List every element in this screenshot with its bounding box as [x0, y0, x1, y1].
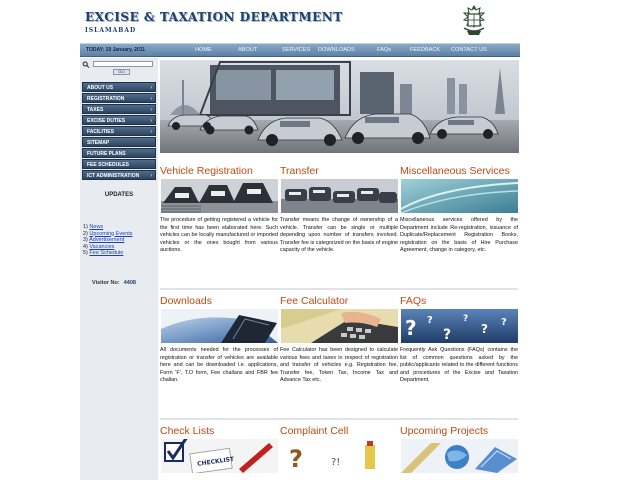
tile-description: Fee Calculator has been designed to calculate various fees and taxes in respect of registration and transfer of vehicles e.g. Registration fee, Transfer fee, Token Tax, Income Tax and Advance Tax etc.: [280, 347, 398, 383]
row-divider: [160, 288, 518, 290]
sidebar-item-ict-administration[interactable]: [82, 170, 156, 180]
chevron-right-icon: ›: [150, 95, 152, 102]
sidebar: [80, 58, 158, 480]
header: [80, 0, 520, 42]
navbar: [80, 43, 520, 57]
visitor-count: 4408: [123, 280, 136, 286]
chevron-right-icon: ›: [150, 128, 152, 135]
update-link-upcoming-events[interactable]: Upcoming Events: [89, 230, 133, 237]
search-button[interactable]: GO: [113, 69, 130, 75]
nav-contact-us[interactable]: CONTACT US: [451, 47, 487, 53]
svg-text:?: ?: [405, 316, 417, 340]
search-icon: [82, 61, 90, 68]
svg-text:?: ?: [443, 327, 452, 343]
chevron-right-icon: ›: [150, 172, 152, 179]
chevron-right-icon: ›: [150, 106, 152, 113]
nav-home[interactable]: HOME: [195, 47, 212, 53]
svg-text:?: ?: [289, 445, 303, 473]
updates-title: UPDATES: [104, 192, 134, 198]
sidebar-item-label: ICT ADMINISTRATION: [87, 172, 140, 179]
sidebar-item-label: SITEMAP: [87, 139, 110, 146]
updates-list: [83, 224, 157, 257]
page: [80, 0, 520, 480]
chevron-right-icon: ›: [150, 85, 152, 91]
nav-about[interactable]: ABOUT: [238, 47, 258, 53]
sidebar-item-registration[interactable]: [82, 93, 156, 103]
update-link-advertisement[interactable]: Advertisement: [89, 237, 125, 243]
sidebar-item-label: FUTURE PLANS: [87, 150, 126, 157]
svg-text:?!: ?!: [331, 457, 341, 468]
faqs-image: [401, 309, 518, 343]
tile-title[interactable]: Miscellaneous Services: [400, 165, 510, 177]
sidebar-item-future-plans[interactable]: [82, 148, 156, 158]
transfer-image: [281, 179, 398, 213]
update-link-vacancies[interactable]: Vacancies: [89, 243, 115, 250]
site-title: EXCISE & TAXATION DEPARTMENT: [85, 10, 343, 24]
sidebar-item-label: EXCISE DUTIES: [87, 117, 126, 124]
tile-description: All documents needed for the processes of registration or transfer of vehicles are available here and can be downloaded i.e. applications, Form 'F', T.O form, Fee challans and FBR fee challan.: [160, 347, 278, 383]
tile-description: Frequently Ask Questions (FAQs) contains the list of common questions asked by the public/applicants related to the different functions and procedures of the Excise and Taxation Department.: [400, 347, 518, 383]
tile-title[interactable]: Vehicle Registration: [160, 165, 253, 177]
complaint-cell-image: [281, 439, 398, 473]
svg-text:?: ?: [501, 317, 507, 328]
sidebar-item-label: FEE SCHEDULES: [87, 161, 129, 168]
sidebar-item-fee-schedules[interactable]: [82, 159, 156, 169]
check-lists-image: [161, 439, 278, 473]
state-emblem-icon: [458, 4, 490, 38]
visitor-label: Visitor No:: [92, 280, 120, 286]
tile-title[interactable]: FAQs: [400, 295, 427, 307]
sidebar-item-label: TAXES: [87, 106, 104, 113]
tile-description: Transfer means the change of ownership of a vehicle. Transfer can be single or multiple depending upon number of transfers involved. Transfer fee is categorized on the basis of engine capacity of the vehicle.: [280, 217, 398, 253]
list-item: [83, 250, 157, 257]
svg-text:CHECKLIST: CHECKLIST: [196, 455, 235, 468]
list-number: 3): [83, 237, 88, 243]
sidebar-item-facilities[interactable]: [82, 126, 156, 136]
update-link-fee-schedule[interactable]: Fee Schedule: [89, 250, 124, 256]
nav-feedback[interactable]: FEEDBACK: [410, 47, 441, 53]
svg-text:?: ?: [427, 315, 433, 326]
list-number: 5): [83, 250, 88, 256]
sidebar-item-label: REGISTRATION: [87, 95, 125, 102]
tile-title[interactable]: Upcoming Projects: [400, 425, 489, 437]
nav-faqs[interactable]: FAQs: [377, 47, 391, 53]
site-subtitle: ISLAMABAD: [85, 27, 137, 34]
tile-title[interactable]: Fee Calculator: [280, 295, 349, 307]
fee-calculator-image: [281, 309, 398, 343]
tile-title[interactable]: Complaint Cell: [280, 425, 349, 437]
chevron-right-icon: ›: [150, 117, 152, 124]
tile-description: Miscellaneous services offered by the Department include Re-registration, issuance of Duplicate/Replacement Registration Books, registration on the basis of Hire Purchase Agreement, change in category, etc.: [400, 217, 518, 253]
tile-title[interactable]: Downloads: [160, 295, 212, 307]
svg-text:?: ?: [481, 322, 488, 336]
svg-text:?: ?: [463, 314, 469, 324]
vehicle-registration-image: [161, 179, 278, 213]
date-label: TODAY: 19 January, 2011: [86, 47, 146, 53]
sidebar-item-taxes[interactable]: [82, 104, 156, 114]
update-link-news[interactable]: News: [89, 224, 104, 230]
visitor-counter: [92, 280, 136, 286]
tile-title[interactable]: Check Lists: [160, 425, 215, 437]
nav-services[interactable]: SERVICES: [282, 47, 311, 53]
list-number: 2): [83, 230, 88, 237]
list-number: 4): [83, 243, 88, 250]
nav-downloads[interactable]: DOWNLOADS: [318, 47, 355, 53]
sidebar-item-sitemap[interactable]: [82, 137, 156, 147]
row-divider: [160, 418, 518, 420]
sidebar-menu: [82, 82, 156, 181]
sidebar-item-about-us[interactable]: [82, 82, 156, 92]
list-number: 1): [83, 224, 88, 230]
sidebar-item-label: ABOUT US: [87, 85, 114, 91]
sidebar-item-label: FACILITIES: [87, 128, 114, 135]
miscellaneous-services-image: [401, 179, 518, 213]
search-input[interactable]: [93, 61, 153, 67]
upcoming-projects-image: [401, 439, 518, 473]
tile-title[interactable]: Transfer: [280, 165, 319, 177]
downloads-image: [161, 309, 278, 343]
sidebar-item-excise-duties[interactable]: [82, 115, 156, 125]
banner-image: [160, 60, 519, 153]
tile-description: The procedure of getting registered a vehicle for the first time has been elaborated here. Such vehicles can be locally manufactured or imported vehicles or the ones bought from various auctions.: [160, 217, 278, 253]
